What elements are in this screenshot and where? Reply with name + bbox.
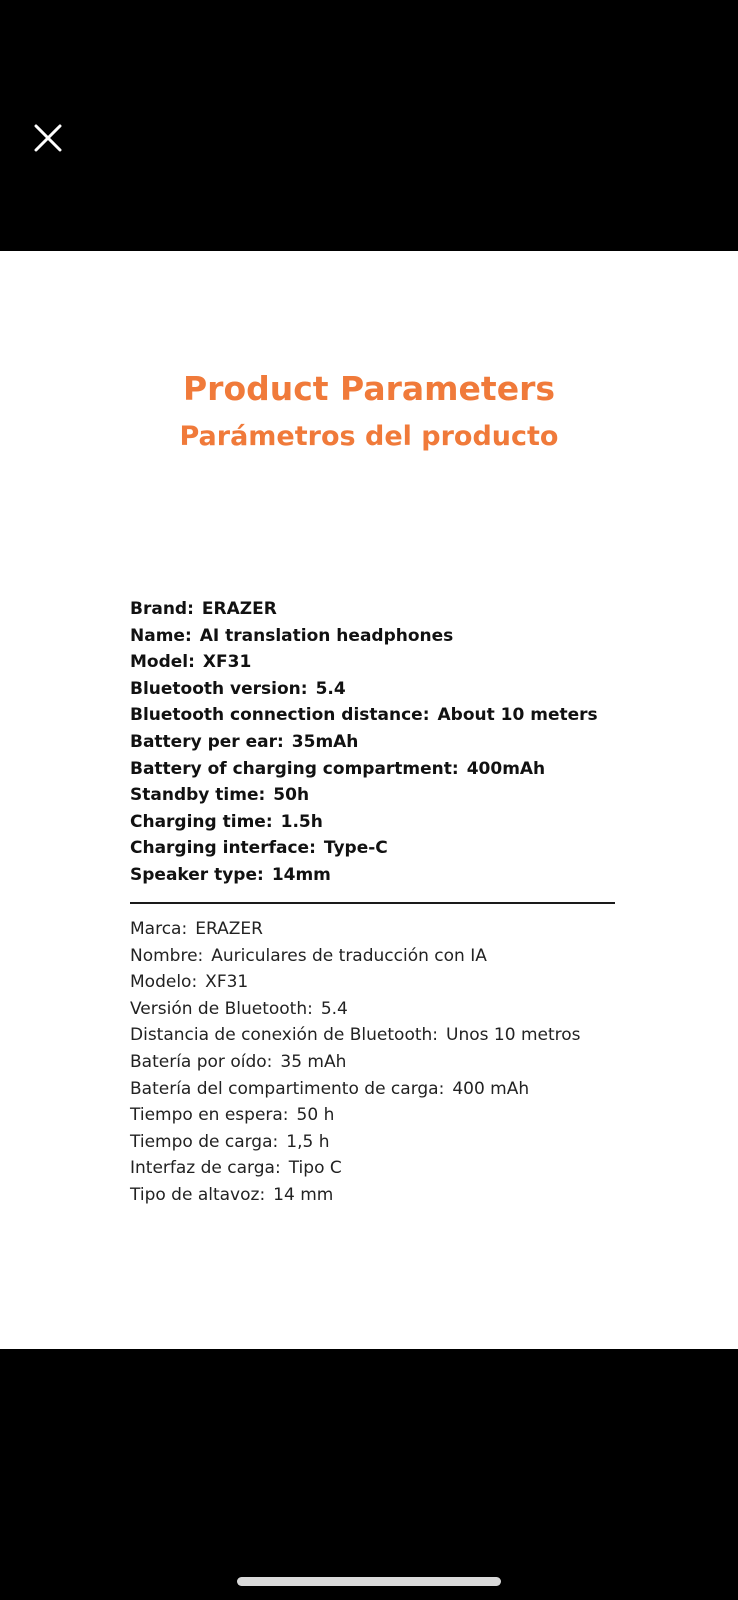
spec-item	[130, 969, 581, 996]
spec-value: Type-C	[323, 838, 388, 859]
spec-item	[130, 702, 598, 729]
spec-label: Interfaz de carga:	[130, 1158, 281, 1179]
spec-list-english	[130, 596, 598, 889]
spec-value: ERAZER	[195, 919, 263, 939]
spec-label: Batería por oído:	[130, 1051, 273, 1072]
spec-item	[130, 1102, 581, 1129]
spec-item	[130, 1182, 581, 1209]
spec-item	[130, 782, 598, 809]
spec-label: Tipo de altavoz:	[130, 1184, 266, 1205]
spec-value: 14mm	[271, 864, 331, 885]
spec-item	[130, 916, 581, 943]
spec-item	[130, 943, 581, 970]
spec-value: 14 mm	[273, 1184, 334, 1205]
spec-item	[130, 1022, 581, 1049]
spec-value: 400 mAh	[452, 1078, 530, 1099]
spec-value: AI translation headphones	[199, 625, 454, 646]
spec-item	[130, 1155, 581, 1182]
spec-label: Charging interface:	[130, 838, 316, 859]
spec-value: XF31	[202, 652, 252, 673]
spec-label: Speaker type:	[130, 864, 264, 885]
spec-value: 1.5h	[280, 811, 323, 832]
spec-label: Battery of charging compartment:	[130, 758, 459, 779]
spec-value: Unos 10 metros	[446, 1025, 581, 1046]
spec-item	[130, 862, 598, 889]
spec-label: Tiempo en espera:	[130, 1105, 289, 1126]
product-image[interactable]	[0, 251, 738, 1349]
spec-item	[130, 1049, 581, 1076]
spec-item	[130, 596, 598, 623]
section-divider	[130, 902, 615, 904]
spec-value: 5.4	[315, 678, 346, 699]
spec-item	[130, 729, 598, 756]
spec-label: Batería del compartimento de carga:	[130, 1078, 445, 1099]
spec-item	[130, 623, 598, 650]
spec-value: Auriculares de traducción con IA	[211, 945, 487, 966]
spec-item	[130, 996, 581, 1023]
spec-label: Charging time:	[130, 811, 273, 832]
spec-value: 50h	[273, 785, 310, 806]
spec-value: About 10 meters	[437, 705, 598, 726]
spec-list-spanish	[130, 916, 581, 1209]
spec-label: Distancia de conexión de Bluetooth:	[130, 1025, 439, 1046]
home-indicator[interactable]	[237, 1577, 501, 1586]
spec-value: 50 h	[296, 1105, 335, 1126]
spec-label: Tiempo de carga:	[130, 1131, 279, 1152]
spec-value: 35mAh	[291, 731, 359, 752]
spec-item	[130, 1129, 581, 1156]
spec-item	[130, 676, 598, 703]
spec-label: Battery per ear:	[130, 731, 284, 752]
spec-item	[130, 756, 598, 783]
spec-label: Standby time:	[130, 785, 266, 806]
close-button[interactable]	[30, 120, 66, 156]
spec-value: ERAZER	[201, 599, 277, 619]
spec-label: Brand:	[130, 599, 194, 619]
spec-value: 400mAh	[466, 758, 546, 779]
spec-item	[130, 1076, 581, 1103]
spec-label: Modelo:	[130, 972, 198, 993]
close-icon	[30, 120, 66, 156]
spec-label: Name:	[130, 625, 192, 646]
spec-label: Bluetooth connection distance:	[130, 705, 430, 726]
spec-label: Versión de Bluetooth:	[130, 998, 313, 1019]
title-english: Product Parameters	[182, 369, 556, 408]
spec-label: Marca:	[130, 919, 188, 939]
spec-item	[130, 809, 598, 836]
spec-label: Model:	[130, 652, 195, 673]
spec-value: 35 mAh	[280, 1051, 347, 1072]
spec-label: Bluetooth version:	[130, 678, 308, 699]
spec-label: Nombre:	[130, 945, 204, 966]
title-spanish: Parámetros del producto	[179, 421, 559, 452]
spec-value: Tipo C	[288, 1158, 342, 1179]
spec-value: XF31	[205, 972, 249, 993]
spec-item	[130, 835, 598, 862]
spec-value: 5.4	[320, 998, 348, 1019]
spec-value: 1,5 h	[286, 1131, 330, 1152]
spec-item	[130, 649, 598, 676]
